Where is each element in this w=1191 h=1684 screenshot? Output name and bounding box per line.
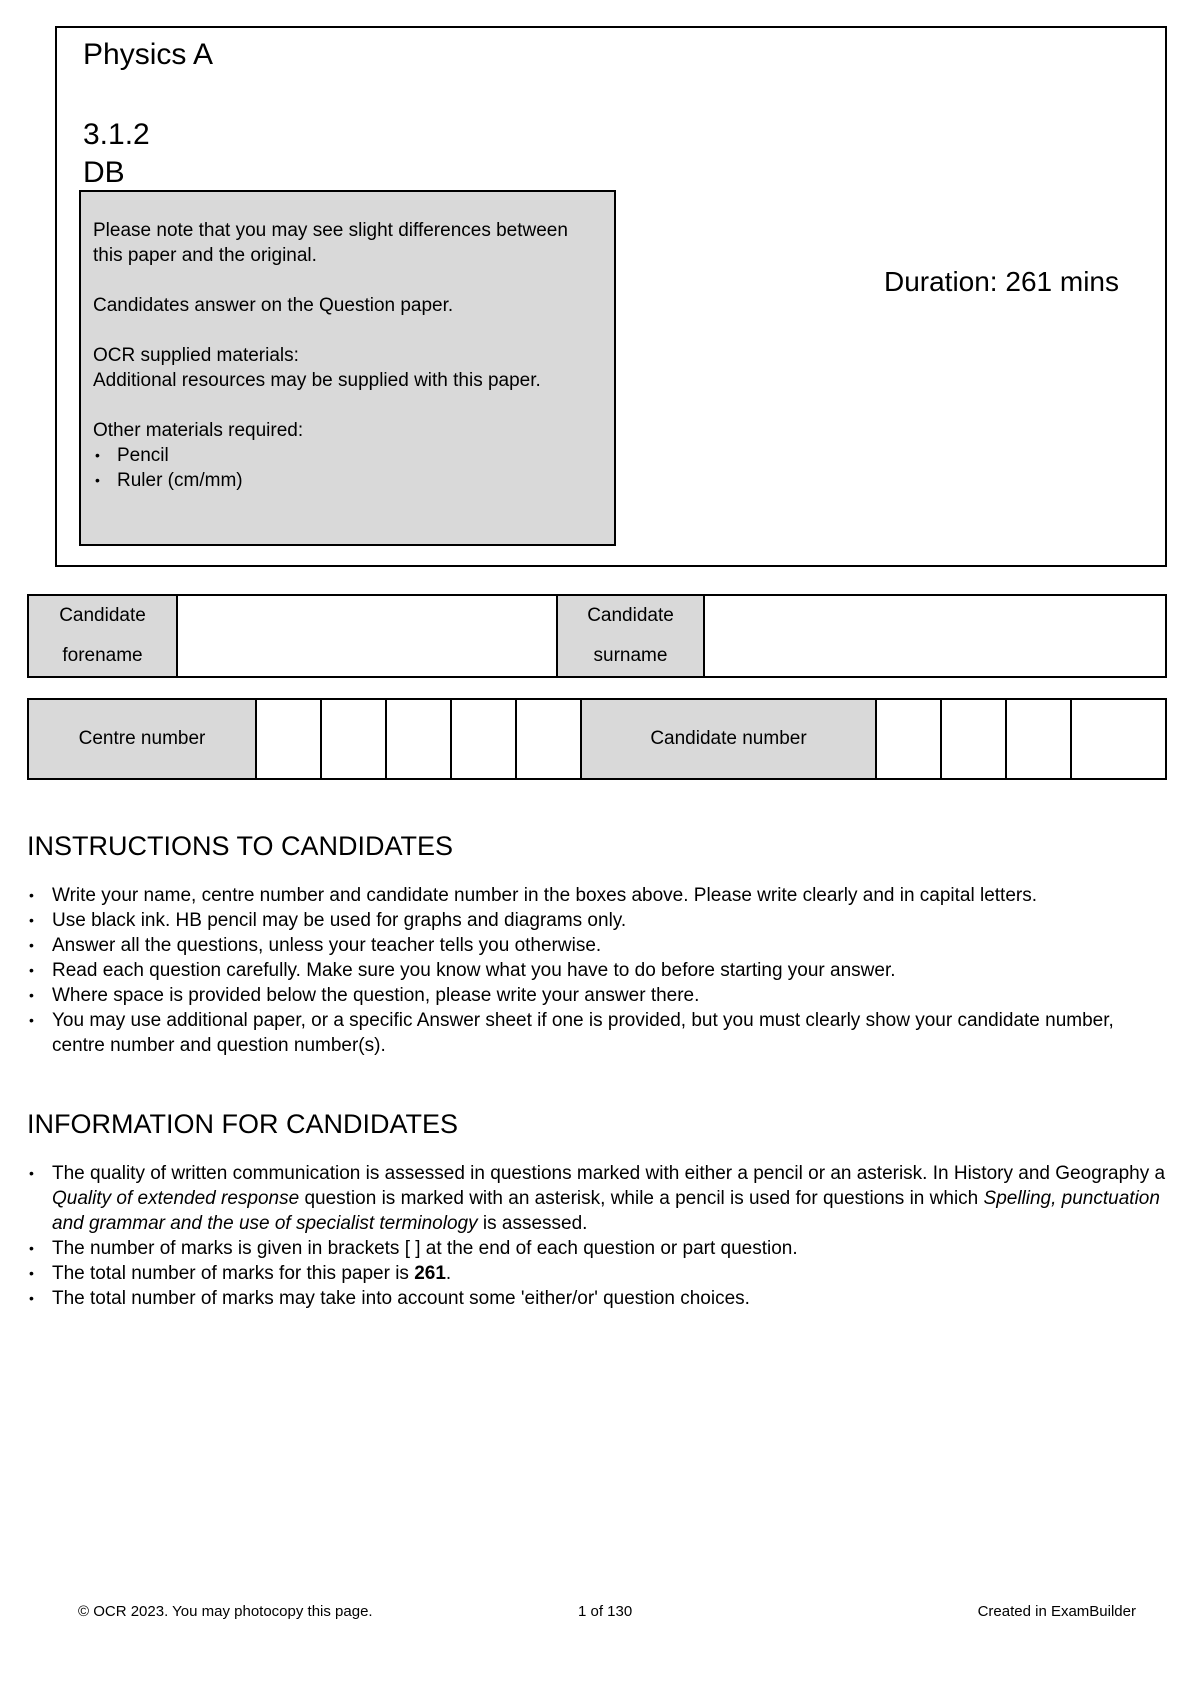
instructions-heading: INSTRUCTIONS TO CANDIDATES [27,831,454,861]
candidate-number-digit[interactable] [941,699,1006,779]
information-item: • The total number of marks may take into account some 'either/or' question choices. [27,1286,1167,1311]
information-list [27,1161,1167,1311]
centre-number-digit[interactable] [386,699,451,779]
instruction-item: • You may use additional paper, or a specific Answer sheet if one is provided, but you must clearly show your candidate number, centre number and question number(s). [27,1008,1167,1058]
instruction-item: • Read each question carefully. Make sure you know what you have to do before starting your answer. [27,958,1167,983]
instruction-item: • Where space is provided below the question, please write your answer there. [27,983,1167,1008]
supplied-text: Additional resources may be supplied with this paper. [93,370,541,391]
footer-created-in: Created in ExamBuilder [977,1603,1136,1620]
materials-info-box [79,190,616,546]
surname-field[interactable] [704,595,1166,677]
supplied-materials [93,343,602,393]
centre-number-digit[interactable] [256,699,321,779]
forename-label: Candidate forename [28,595,177,677]
supplied-heading: OCR supplied materials: [93,345,299,366]
centre-number-digit[interactable] [451,699,516,779]
instructions-list [27,883,1167,1058]
surname-label: Candidate surname [557,595,704,677]
paper-code: 3.1.2 [83,118,150,151]
required-item: • Ruler (cm/mm) [93,468,602,493]
duration-value: 261 mins [1005,266,1119,297]
candidate-number-digit[interactable] [1006,699,1071,779]
instruction-item: • Write your name, centre number and candidate number in the boxes above. Please write clearly and in capital letters. [27,883,1167,908]
candidate-number-label: Candidate number [581,699,876,779]
footer-page-number: 1 of 130 [578,1603,633,1620]
answer-on-note: Candidates answer on the Question paper. [93,295,454,316]
footer-copyright: © OCR 2023. You may photocopy this page. [78,1603,373,1620]
cover-header-box [55,26,1167,567]
paper-code-suffix: DB [83,156,125,189]
instruction-item: • Answer all the questions, unless your teacher tells you otherwise. [27,933,1167,958]
paper-title: Physics A [83,38,214,71]
candidate-number-digit[interactable] [876,699,941,779]
duration-label: Duration: [883,266,998,297]
candidate-number-digit[interactable] [1071,699,1166,779]
forename-field[interactable] [177,595,557,677]
required-item: • Pencil [93,443,602,468]
centre-number-digit[interactable] [321,699,386,779]
candidate-number-table [27,698,1167,780]
duration [884,264,1119,300]
instruction-item: • Use black ink. HB pencil may be used for graphs and diagrams only. [27,908,1167,933]
information-item: • The total number of marks for this paper is 261. [27,1261,1167,1286]
required-heading: Other materials required: [93,420,304,441]
differences-note: Please note that you may see slight differences between this paper and the original. [93,220,568,266]
required-materials-list [93,443,602,493]
candidate-name-table [27,594,1167,678]
information-heading: INFORMATION FOR CANDIDATES [27,1109,458,1139]
centre-number-label: Centre number [28,699,256,779]
centre-number-digit[interactable] [516,699,581,779]
information-item: • The quality of written communication is assessed in questions marked with either a pencil or an asterisk. In History and Geography a Quality of extended response question is marked with an asterisk, while a pencil is used for questions in which Spelling, punctuation and grammar and the use of specialist terminology is assessed. [27,1161,1167,1236]
information-item: • The number of marks is given in brackets [ ] at the end of each question or part question. [27,1236,1167,1261]
